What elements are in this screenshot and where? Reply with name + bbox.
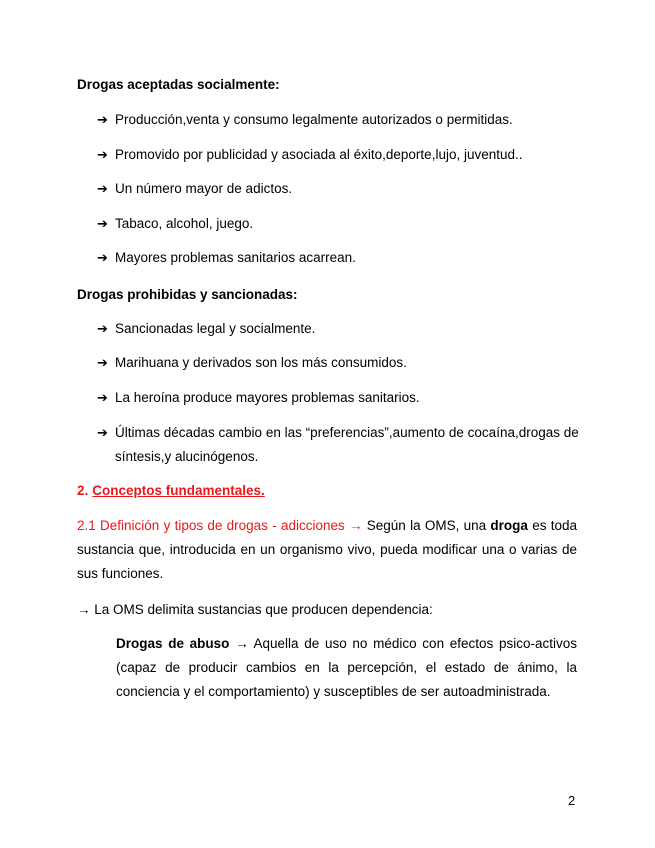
bullet-text: Últimas décadas cambio en las “preferencias”,aumento de cocaína,drogas de síntesis,y alucinógenos. bbox=[115, 425, 579, 464]
heading-prohibited-drugs: Drogas prohibidas y sancionadas: bbox=[77, 287, 298, 302]
definition-bold-word: droga bbox=[490, 518, 528, 533]
bullet-text: Sancionadas legal y socialmente. bbox=[115, 321, 316, 336]
bullet-text: Promovido por publicidad y asociada al éxito,deporte,lujo, juventud.. bbox=[115, 147, 523, 162]
bullet-item bbox=[97, 246, 587, 270]
bullet-item bbox=[97, 212, 587, 236]
abuse-paragraph bbox=[116, 632, 577, 704]
section-number: 2. bbox=[77, 483, 89, 498]
bullet-item bbox=[97, 386, 587, 410]
bullet-item bbox=[97, 177, 587, 201]
page-number: 2 bbox=[568, 793, 576, 808]
bullet-item bbox=[97, 143, 587, 167]
section-heading bbox=[77, 482, 265, 500]
bullet-item bbox=[97, 351, 587, 375]
bullet-text: Un número mayor de adictos. bbox=[115, 181, 293, 196]
arrow-bullet-icon: ➔ bbox=[97, 216, 108, 231]
bullet-item bbox=[97, 108, 587, 132]
definition-paragraph bbox=[77, 514, 577, 586]
bullet-text: Marihuana y derivados son los más consumidos. bbox=[115, 355, 407, 370]
section-title-link[interactable]: Conceptos fundamentales. bbox=[92, 483, 265, 498]
definition-text-2: es toda sustancia que, introducida en un organismo vivo, pueda modificar una o varias de sus funciones. bbox=[77, 518, 577, 581]
bullet-text: Producción,venta y consumo legalmente autorizados o permitidas. bbox=[115, 112, 513, 127]
oms-paragraph: → La OMS delimita sustancias que producen dependencia: bbox=[77, 602, 433, 617]
definition-lead: 2.1 Definición y tipos de drogas - adicciones → bbox=[77, 518, 363, 533]
arrow-bullet-icon: ➔ bbox=[97, 425, 108, 440]
arrow-bullet-icon: ➔ bbox=[97, 181, 108, 196]
arrow-bullet-icon: ➔ bbox=[97, 355, 108, 370]
arrow-bullet-icon: ➔ bbox=[97, 250, 108, 265]
bullet-item bbox=[97, 317, 587, 341]
arrow-bullet-icon: ➔ bbox=[97, 147, 108, 162]
bullet-text: Tabaco, alcohol, juego. bbox=[115, 216, 254, 231]
bullet-text: La heroína produce mayores problemas sanitarios. bbox=[115, 390, 420, 405]
arrow-bullet-icon: ➔ bbox=[97, 112, 108, 127]
bullet-text: Mayores problemas sanitarios acarrean. bbox=[115, 250, 356, 265]
arrow-bullet-icon: ➔ bbox=[97, 390, 108, 405]
abuse-term: Drogas de abuso bbox=[116, 636, 230, 651]
arrow-bullet-icon: ➔ bbox=[97, 321, 108, 336]
bullet-item bbox=[97, 421, 587, 469]
definition-text-1: Según la OMS, una bbox=[362, 518, 491, 533]
abuse-text: → Aquella de uso no médico con efectos psico-activos (capaz de producir cambios en la percepción, el estado de ánimo, la conciencia y el comportamiento) y susceptibles de ser autoadministrada. bbox=[116, 636, 578, 699]
heading-accepted-drugs: Drogas aceptadas socialmente: bbox=[77, 77, 280, 92]
